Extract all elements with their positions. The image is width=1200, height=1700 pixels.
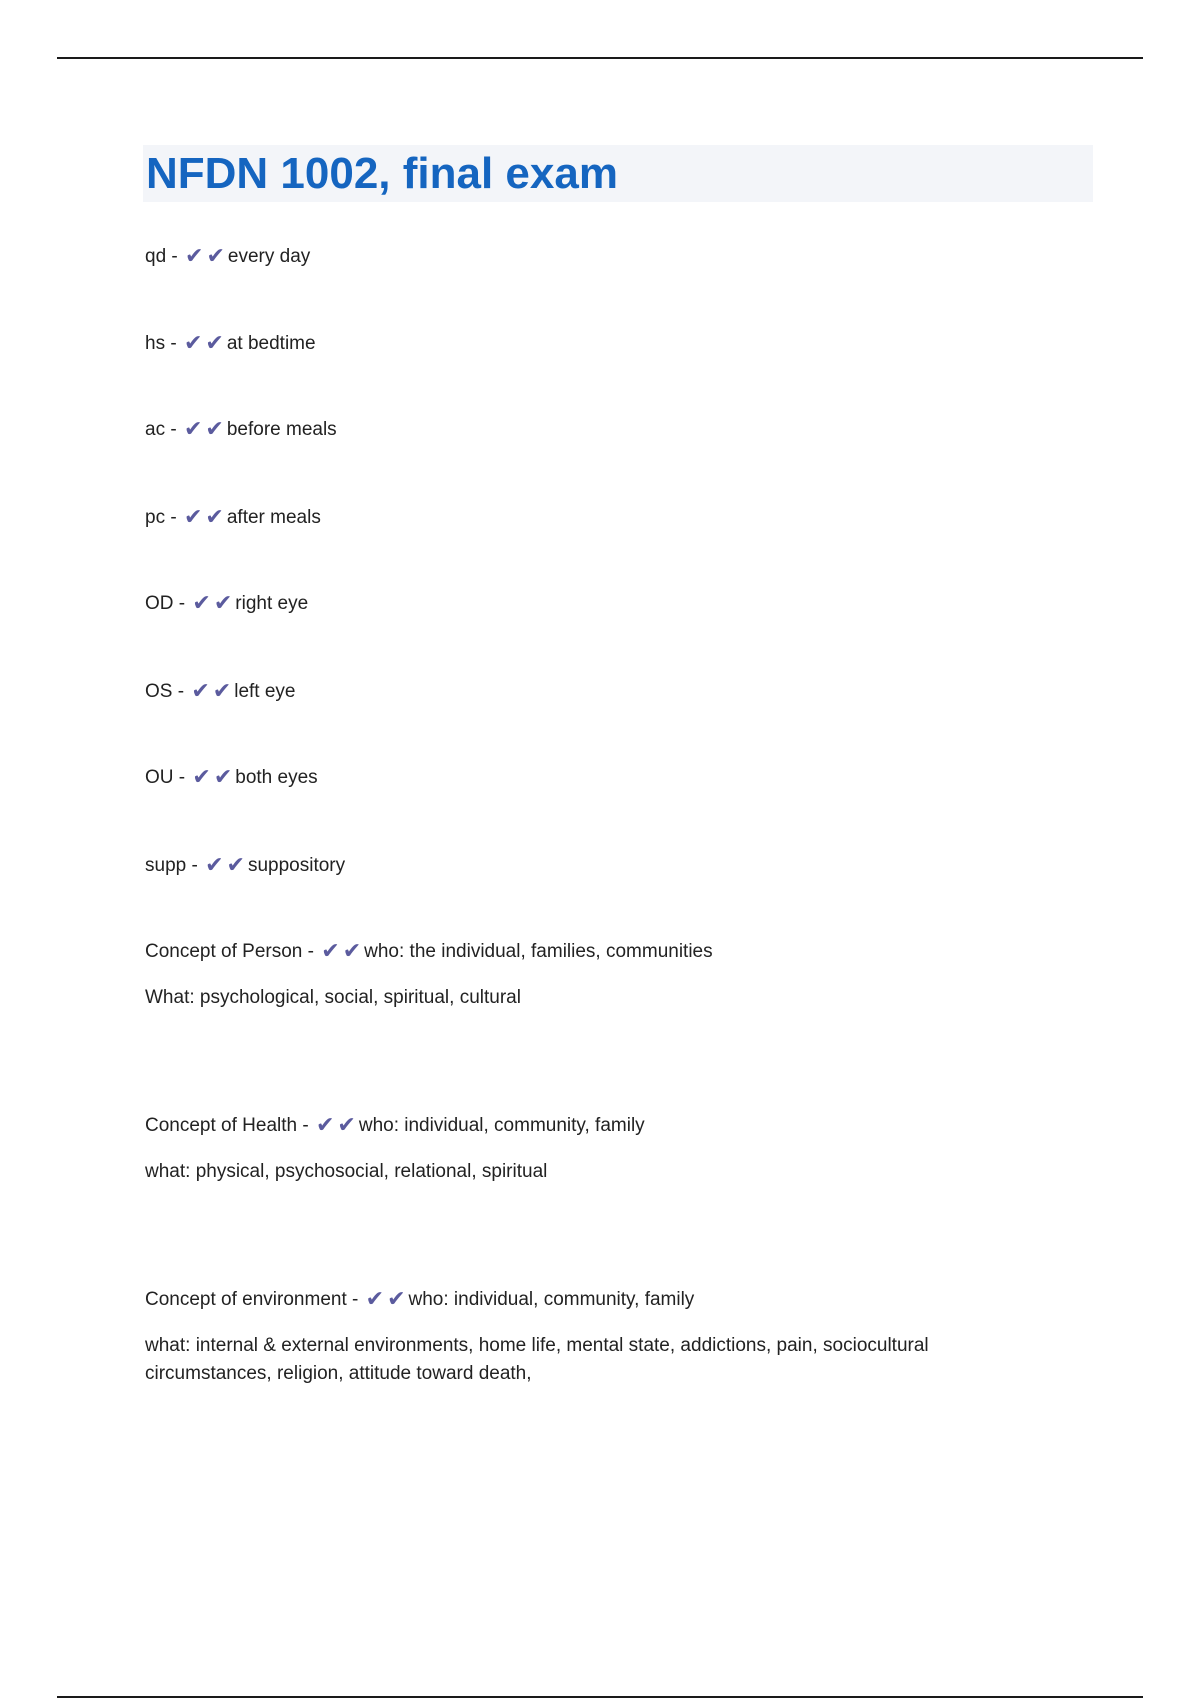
flashcard-answer: right eye — [235, 593, 309, 614]
flashcard-entry — [145, 938, 1045, 1012]
flashcard-term: Concept of Person - — [145, 941, 314, 962]
flashcard-term: supp - — [145, 855, 198, 876]
top-rule — [57, 57, 1143, 59]
flashcard-term: OS - — [145, 681, 185, 702]
flashcard-list — [145, 243, 1045, 1388]
flashcard-answer: every day — [227, 246, 311, 267]
page-title: NFDN 1002, final exam — [146, 149, 618, 198]
check-icon: ✔ — [387, 1287, 406, 1312]
check-icon: ✔ — [191, 679, 210, 704]
flashcard-answer: after meals — [226, 507, 321, 528]
check-icon: ✔ — [205, 331, 224, 356]
flashcard-term: ac - — [145, 419, 177, 440]
flashcard-line — [145, 938, 1045, 966]
check-icon: ✔ — [365, 1287, 385, 1312]
check-icon: ✔ — [205, 417, 224, 442]
check-icon: ✔ — [192, 591, 211, 616]
check-icon: ✔ — [337, 1113, 356, 1138]
flashcard-entry — [145, 590, 1045, 618]
flashcard-line — [145, 243, 1045, 271]
flashcard-answer: before meals — [226, 419, 337, 440]
flashcard-detail — [145, 984, 1045, 1012]
flashcard-answer: who: individual, community, family — [408, 1289, 695, 1310]
flashcard-answer: who: individual, community, family — [358, 1115, 645, 1136]
flashcard-detail-line: circumstances, religion, attitude toward death, — [145, 1363, 532, 1384]
flashcard-line — [145, 590, 1045, 618]
check-icon: ✔ — [226, 853, 245, 878]
flashcard-term: OU - — [145, 767, 186, 788]
check-icon: ✔ — [213, 765, 233, 790]
check-icon: ✔ — [205, 505, 224, 530]
flashcard-detail-line: what: internal & external environments, home life, mental state, addictions, pain, sociocultural — [145, 1335, 929, 1356]
flashcard-answer: left eye — [234, 681, 296, 702]
flashcard-term: pc - — [145, 507, 177, 528]
check-icon: ✔ — [342, 939, 362, 964]
check-icon: ✔ — [183, 505, 203, 530]
flashcard-term: OD - — [145, 593, 186, 614]
flashcard-line — [145, 1112, 1045, 1140]
flashcard-answer: both eyes — [235, 767, 318, 788]
flashcard-answer: who: the individual, families, communities — [364, 941, 713, 962]
flashcard-entry — [145, 243, 1045, 271]
flashcard-term: Concept of Health - — [145, 1115, 309, 1136]
title-banner — [143, 145, 1093, 202]
check-icon: ✔ — [185, 244, 204, 269]
flashcard-line — [145, 330, 1045, 358]
flashcard-entry — [145, 852, 1045, 880]
check-icon: ✔ — [183, 331, 203, 356]
flashcard-entry — [145, 1286, 1045, 1388]
check-icon: ✔ — [192, 765, 211, 790]
flashcard-answer: at bedtime — [226, 333, 316, 354]
check-icon: ✔ — [212, 679, 232, 704]
flashcard-entry — [145, 764, 1045, 792]
flashcard-answer: suppository — [247, 855, 346, 876]
bottom-rule — [57, 1696, 1143, 1698]
flashcard-detail — [145, 1158, 1045, 1186]
flashcard-line — [145, 852, 1045, 880]
flashcard-detail — [145, 1332, 1045, 1388]
flashcard-line — [145, 504, 1045, 532]
flashcard-entry — [145, 504, 1045, 532]
flashcard-line — [145, 416, 1045, 444]
flashcard-entry — [145, 1112, 1045, 1186]
flashcard-line — [145, 678, 1045, 706]
check-icon: ✔ — [321, 939, 340, 964]
check-icon: ✔ — [206, 244, 225, 269]
flashcard-term: qd - — [145, 246, 178, 267]
flashcard-term: hs - — [145, 333, 177, 354]
flashcard-entry — [145, 330, 1045, 358]
check-icon: ✔ — [213, 591, 233, 616]
flashcard-line — [145, 764, 1045, 792]
flashcard-entry — [145, 416, 1045, 444]
flashcard-detail-line: what: physical, psychosocial, relational, spiritual — [145, 1161, 548, 1182]
check-icon: ✔ — [183, 417, 203, 442]
flashcard-detail-line: What: psychological, social, spiritual, cultural — [145, 987, 521, 1008]
check-icon: ✔ — [315, 1113, 335, 1138]
check-icon: ✔ — [205, 853, 224, 878]
flashcard-line — [145, 1286, 1045, 1314]
flashcard-term: Concept of environment - — [145, 1289, 359, 1310]
flashcard-entry — [145, 678, 1045, 706]
